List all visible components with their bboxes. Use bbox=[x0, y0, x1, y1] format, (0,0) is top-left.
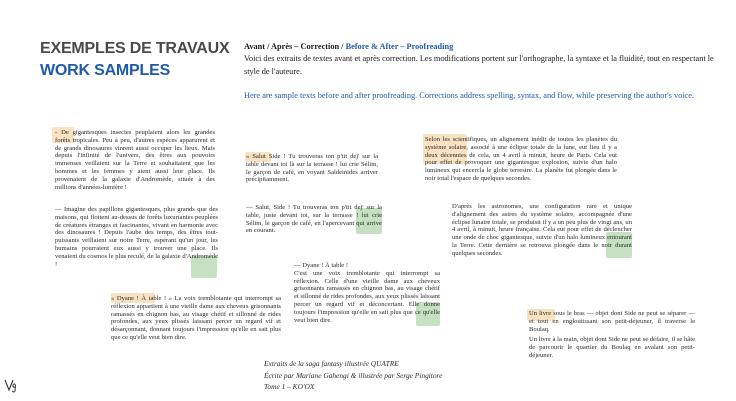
sample-after-2: — Salut, Side ! Tu trouveras ton p'tit dej' sur la table, juste devant toi, sur la terrasse ! lui crie Sélim, le garçon de café, en l'apercevant qui arrive en courant. bbox=[246, 204, 382, 235]
caption-line-2: Écrite par Mariane Gahengi & illustrée par Serge Pingitore bbox=[264, 370, 443, 380]
sample-after-3-dialogue: — Dyane ! À table ! bbox=[294, 262, 349, 269]
caption bbox=[264, 358, 442, 393]
sample-after-4: D'après les astronomes, une configuration rare et unique d'alignement des astres du système solaire, accompagnée d'une éclipse lunaire totale, se produisit il y a un peu plus de vingt ans, un 4 avril, à minuit, heure française. Cela eut pour effet de déclencher une onde de choc gigantesque, suivie d'un halo lumineux entourant la Terre. Cette dernière se retrouva plongée dans le noir durant quelques secondes. bbox=[452, 203, 632, 257]
sample-before-1: - De gigantesques insectes peuplaient alors les grandes forêts tropicales. Peu à peu, d'autres espèces apparurent et de grands dinosaures vinrent aussi occuper les lieux. Mais depuis l'infinité de l'univers, des êtres aux pouvoirs immenses veillaient sur la Terre et souhaitaient que les hommes et les femmes y aient aussi leur place. Ils provenaient de la galaxie d'Andromède, située à des millions d'années-lumière ! bbox=[55, 129, 215, 191]
sample-before-2: « Salut Side ! Tu trouveras ton p'tit dej' sur la table devant toi là sur la terrasse ! lui crie Sélim, le garçon de café, en voyant Saldeinides arriver précipitamment. bbox=[246, 153, 378, 184]
sample-after-3-text: C'est une voix tremblotante qui interrompt sa réflexion. Celle d'une vieille dame aux cheveux grisonnants ramassés en chignon bas, au visage chétif et sillonné de rides profondes, aux yeux plissés laissant percer un regard vif et déconcertant. Elle donne toujours l'impression qu'elle en sait plus que ce qu'elle veut bien dire. bbox=[294, 269, 440, 324]
intro-title bbox=[244, 41, 714, 53]
sample-before-3: « Dyane ! À table ! » La voix tremblotante qui interrompt sa réflexion appartient à une vieille dame aux cheveux grisonnants ramassés en chignon bas, au visage chétif et sillonné de rides profondes, aux yeux plissés laissant percer un regard vif et désarçonnant, donnant toujours l'impression qu'elle en sait plus que ce qu'elle veut bien dire. bbox=[111, 295, 281, 341]
signature-logo bbox=[3, 377, 19, 393]
intro-section bbox=[244, 41, 714, 102]
sample-after-1: — Imagine des papillons gigantesques, plus grands que des maisons, qui flottent au-dessus de forêts luxuriantes peuplées de créatures étranges et fascinantes, vivant en harmonie avec des dinosaures ! Depuis l'aube des temps, des êtres tout-puissants veillaient sur notre Terre, espérant qu'un jour, les humains pourraient eux aussi y trouver une place. Ils venaient du cosmos le plus reculé, de la galaxie d'Andromède ! bbox=[55, 206, 218, 268]
sample-before-5: Un livre sous le bras — objet dont Side ne peut se séparer — et tout en engloutissant son petit-déjeuner, il traverse le Boulaq. bbox=[529, 310, 695, 333]
caption-line-1: Extraits de la saga fantasy illustrée QUATRE bbox=[264, 359, 399, 368]
sample-before-4: Selon les scientifiques, un alignement inédit de toutes les planètes du système solaire, associé à une éclipse totale de la lune, eut lieu il y a deux décennies de cela, un 4 avril à minuit, heure de Paris. Cela eut pour effet de provoquer une gigantesque explosion, suivie d'un halo lumineux qui encercla le globe terrestre. La planète fut plongée dans le noir total l'espace de quelques secondes. bbox=[425, 136, 617, 182]
intro-text-fr: Voici des extraits de textes avant et après correction. Les modifications portent sur l'orthographe, la syntaxe et la fluidité, tout en respectant le style de l'auteure. bbox=[244, 54, 714, 76]
intro-text-en: Here are sample texts before and after proofreading. Corrections address spelling, syntax, and flow, while preserving the author's voice. bbox=[244, 90, 694, 100]
intro-title-fr: Avant / Après – Correction / bbox=[244, 42, 344, 51]
intro-title-en: Before & After – Proofreading bbox=[345, 42, 454, 51]
caption-line-3: Tome 1 – KO'OX bbox=[264, 382, 315, 392]
page-heading-en: WORK SAMPLES bbox=[40, 62, 171, 79]
sample-after-5: Un livre à la main, objet dont Side ne peut se défaire, il se hâte de parcourir le quartier du Boulaq en avalant son petit-déjeuner. bbox=[529, 336, 695, 359]
page-heading-fr: EXEMPLES DE TRAVAUX bbox=[40, 40, 230, 57]
sample-after-3 bbox=[294, 262, 440, 324]
